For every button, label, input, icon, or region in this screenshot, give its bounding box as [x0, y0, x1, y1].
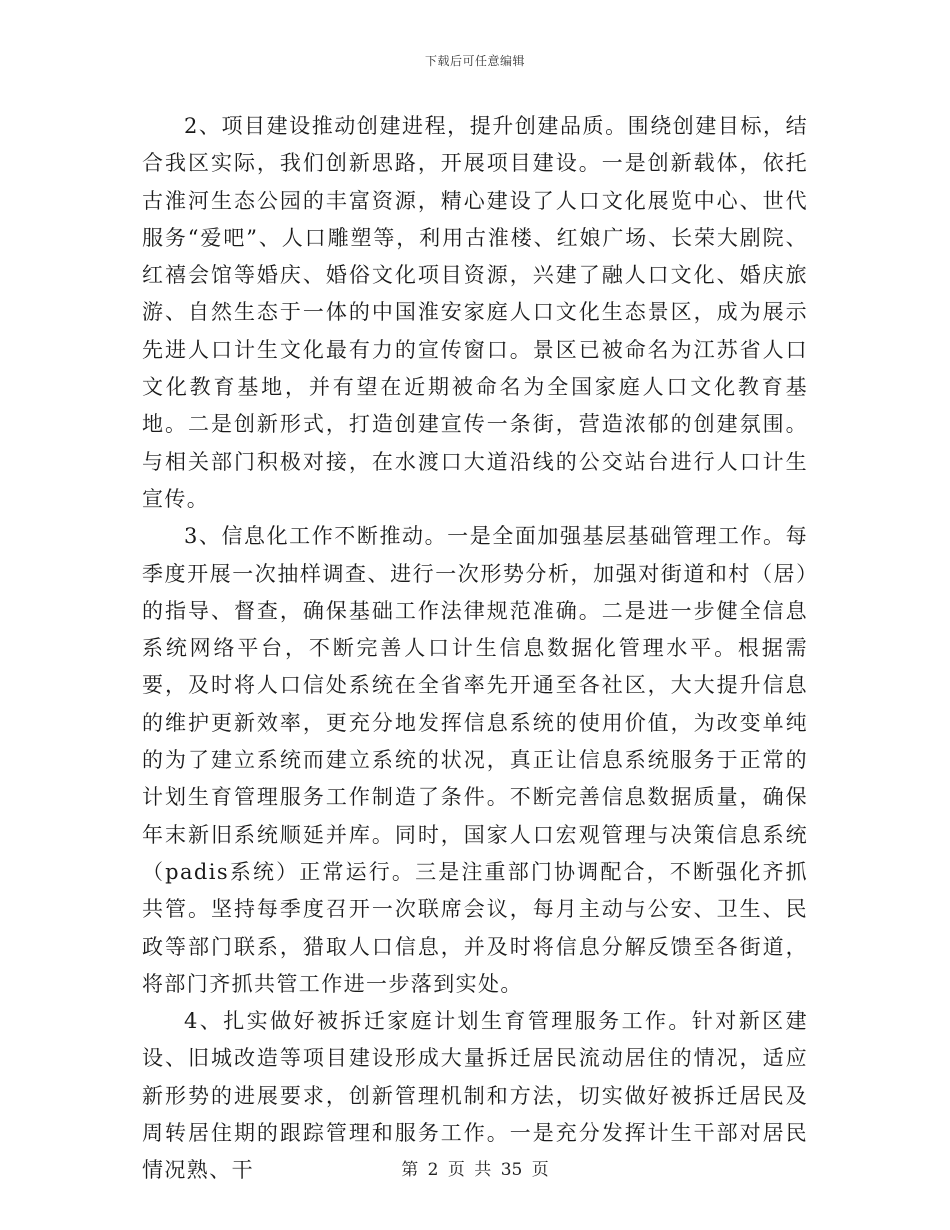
- paragraph-item-3: 3、信息化工作不断推动。一是全面加强基层基础管理工作。每季度开展一次抽样调查、进行一次形势分析，加强对街道和村（居）的指导、督查，确保基础工作法律规范准确。二是进一步健全信息系统网络平台，不断完善人口计生信息数据化管理水平。根据需要，及时将人口信处系统在全省率先开通至各社区，大大提升信息的维护更新效率，更充分地发挥信息系统的使用价值，为改变单纯的为了建立系统而建立系统的状况，真正让信息系统服务于正常的计划生育管理服务工作制造了条件。不断完善信息数据质量，确保年末新旧系统顺延并库。同时，国家人口宏观管理与决策信息系统（padis系统）正常运行。三是注重部门协调配合，不断强化齐抓共管。坚持每季度召开一次联席会议，每月主动与公安、卫生、民政等部门联系，猎取人口信息，并及时将信息分解反馈至各街道，将部门齐抓共管工作进一步落到实处。: [142, 524, 808, 996]
- document-body: [142, 108, 808, 1190]
- paragraph-item-4: 4、扎实做好被拆迁家庭计划生育管理服务工作。针对新区建设、旧城改造等项目建设形成大量拆迁居民流动居住的情况，适应新形势的进展要求，创新管理机制和方法，切实做好被拆迁居民及周转居住期的跟踪管理和服务工作。一是充分发挥计生干部对居民情况熟、干: [142, 1009, 808, 1183]
- page-header: 下载后可任意编辑: [424, 54, 525, 68]
- paragraph-item-2: 2、项目建设推动创建进程，提升创建品质。围绕创建目标，结合我区实际，我们创新思路，开展项目建设。一是创新载体，依托古淮河生态公园的丰富资源，精心建设了人口文化展览中心、世代服务“爱吧”、人口雕塑等，利用古淮楼、红娘广场、长荣大剧院、红禧会馆等婚庆、婚俗文化项目资源，兴建了融人口文化、婚庆旅游、自然生态于一体的中国淮安家庭人口文化生态景区，成为展示先进人口计生文化最有力的宣传窗口。景区已被命名为江苏省人口文化教育基地，并有望在近期被命名为全国家庭人口文化教育基地。二是创新形式，打造创建宣传一条街，营造浓郁的创建氛围。与相关部门积极对接，在水渡口大道沿线的公交站台进行人口计生宣传。: [142, 114, 808, 511]
- page-footer: 第 2 页 共 35 页: [401, 1160, 549, 1180]
